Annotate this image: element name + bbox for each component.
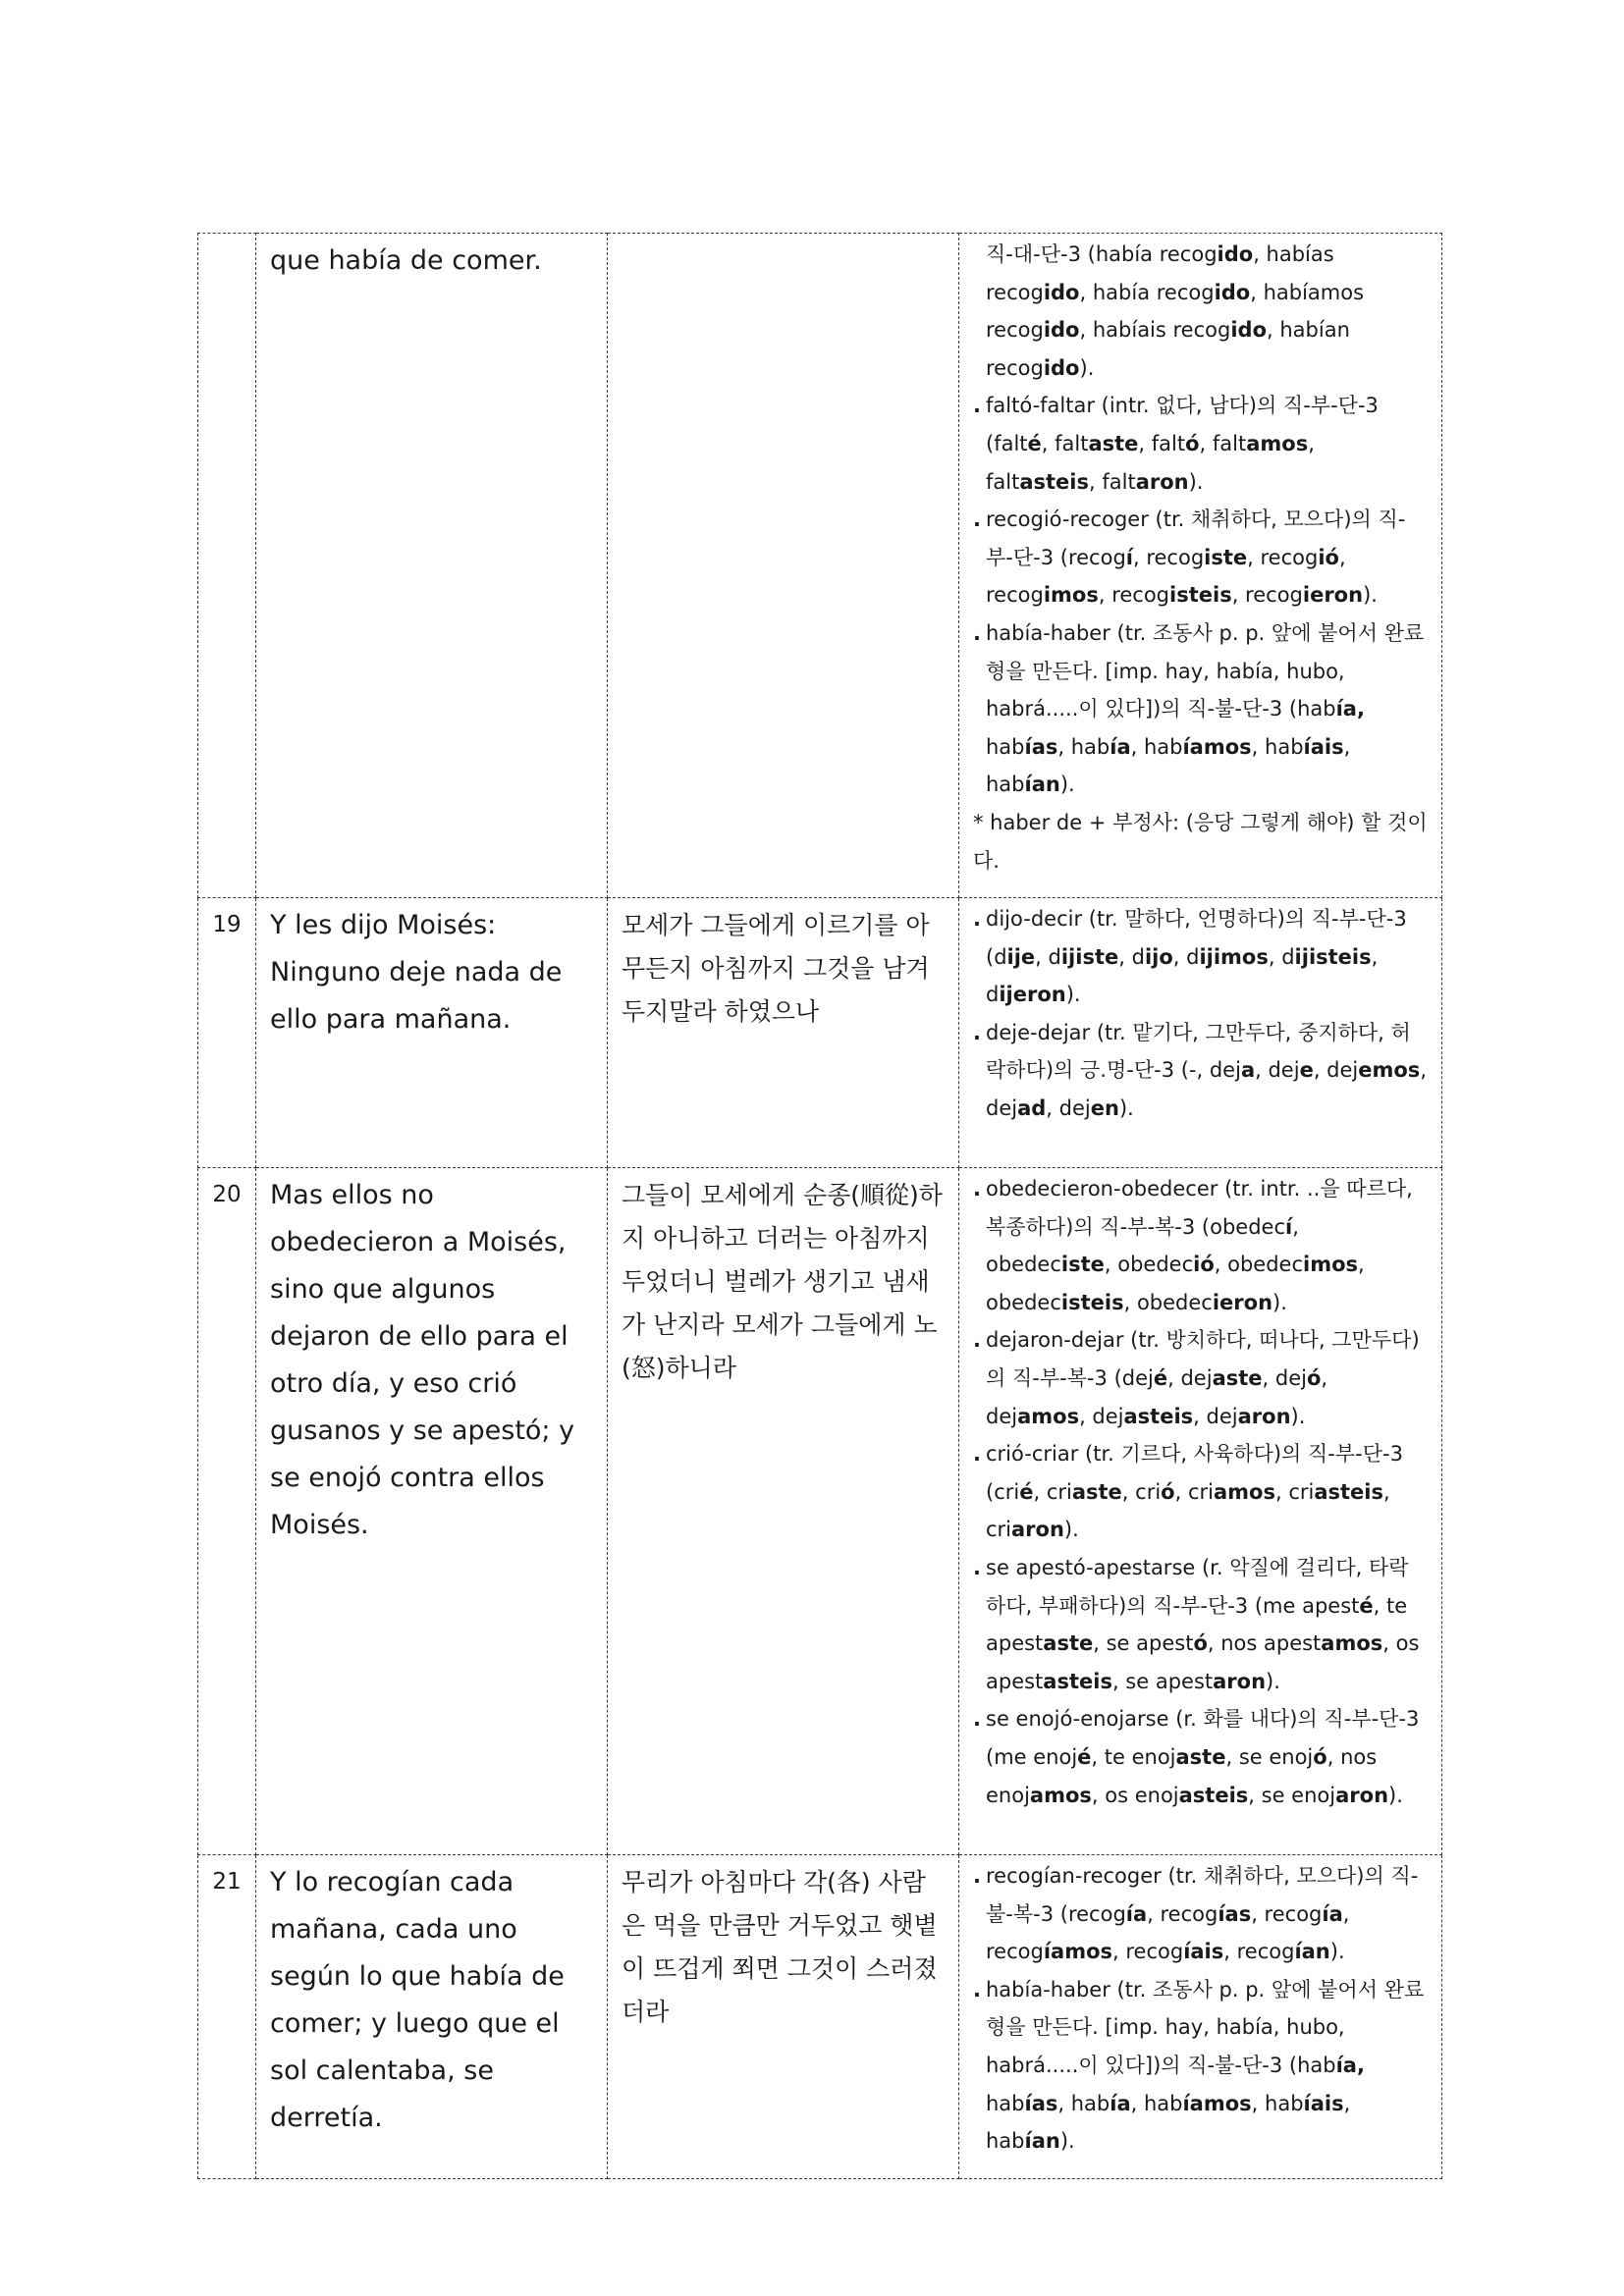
note-text: , dej <box>986 1058 1427 1121</box>
conjugation-ending: aste <box>1043 1631 1094 1656</box>
conjugation-ending: isteis <box>1060 1290 1124 1314</box>
conjugation-ending: ieron <box>1302 583 1364 608</box>
table-row <box>198 1168 1442 1855</box>
note-text: recogían-recoger (tr. 채취하다, 모으다)의 직-불-복-3 (recog <box>986 1864 1419 1926</box>
note-text: , dej <box>1262 1366 1307 1391</box>
note-text: , hab <box>1251 2091 1304 2115</box>
grammar-notes <box>959 1855 1442 2179</box>
note-text: , habíais recog <box>1079 318 1231 343</box>
note-text: , cri <box>1274 1479 1315 1504</box>
conjugation-ending: ó <box>1306 1366 1322 1391</box>
conjugation-ending: iste <box>1204 545 1248 569</box>
grammar-note <box>973 614 1428 804</box>
conjugation-ending: asteis <box>1043 1669 1112 1693</box>
conjugation-ending: í <box>1125 545 1133 569</box>
note-text: se enojó-enojarse (r. 화를 내다)의 직-부-단-3 (me enoj <box>986 1707 1420 1769</box>
conjugation-ending: í <box>1285 1214 1293 1239</box>
korean-text: 무리가 아침마다 각(各) 사람은 먹을 만큼만 거두었고 햇볕이 뜨겁게 쬐면 그것이 스러졌더라 <box>608 1855 959 2179</box>
conjugation-ending: ad <box>1017 1096 1047 1121</box>
conjugation-ending: ijisteis <box>1294 944 1372 969</box>
note-text: , hab <box>1130 734 1183 759</box>
conjugation-ending: ías <box>1218 1901 1252 1926</box>
conjugation-ending: aste <box>1071 1479 1122 1504</box>
note-text: , recog <box>986 1901 1350 1964</box>
note-text: , dej <box>1193 1404 1238 1428</box>
note-text: , dej <box>1255 1058 1300 1083</box>
note-text: , recog <box>1231 583 1303 608</box>
note-text: , había recog <box>1079 280 1215 304</box>
conjugation-ending: ó <box>1313 1745 1327 1769</box>
grammar-note <box>973 804 1428 880</box>
note-text: recogió-recoger (tr. 채취하다, 모으다)의 직-부-단-3 (recog <box>986 507 1406 569</box>
conjugation-ending: a <box>1240 1058 1256 1083</box>
grammar-note <box>973 1321 1428 1435</box>
conjugation-ending: é <box>1153 1366 1168 1391</box>
note-text: , obedec <box>1104 1253 1194 1277</box>
note-text: , cri <box>1174 1479 1214 1504</box>
conjugation-ending: imos <box>1303 1253 1359 1277</box>
conjugation-ending: ido <box>1043 355 1080 380</box>
conjugation-ending: ían <box>1294 1940 1330 1964</box>
note-text: , falt <box>1138 431 1186 455</box>
conjugation-ending: amos <box>1321 1631 1383 1656</box>
note-text: ). <box>1079 355 1095 380</box>
conjugation-ending: ijiste <box>1060 944 1119 969</box>
note-text: , se enoj <box>1225 1745 1314 1769</box>
note-text: ). <box>1063 1518 1079 1542</box>
conjugation-ending: ijimos <box>1199 944 1269 969</box>
note-text: ). <box>1266 1669 1280 1693</box>
spanish-text: Mas ellos no obedecieron a Moisés, sino que algunos dejaron de ello para el otro día, y eso crió gusanos y se apestó; y se enojó contra ellos Moisés. <box>256 1168 608 1855</box>
spanish-text: Y lo recogían cada mañana, cada uno según lo que había de comer; y luego que el sol calentaba, se derretía. <box>256 1855 608 2179</box>
note-text: 직-대-단-3 (había recog <box>986 242 1218 266</box>
conjugation-ending: ieron <box>1212 1290 1273 1314</box>
conjugation-ending: ió <box>1193 1253 1215 1277</box>
conjugation-ending: e <box>1299 1058 1314 1083</box>
note-text: , recog <box>986 545 1346 608</box>
note-text: , recog <box>1132 545 1205 569</box>
verse-table <box>197 233 1442 2179</box>
grammar-note <box>973 1014 1428 1128</box>
conjugation-ending: é <box>1027 431 1042 455</box>
note-text: había-haber (tr. 조동사 p. p. 앞에 붙어서 완료형을 만든다. [imp. hay, había, hubo, habrá.....이 있다])의 직-불-단-3 (hab <box>986 1977 1425 2078</box>
note-text: ). <box>1188 469 1204 494</box>
note-text: ). <box>1290 1404 1306 1428</box>
grammar-notes <box>959 898 1442 1168</box>
conjugation-ending: asteis <box>1019 469 1089 494</box>
note-text: , recog <box>1112 1940 1184 1964</box>
note-text: , te enoj <box>1091 1745 1176 1769</box>
grammar-note <box>973 1549 1428 1700</box>
note-text: faltó-faltar (intr. 없다, 남다)의 직-부-단-3 (falt <box>986 394 1379 455</box>
grammar-note <box>973 1170 1428 1321</box>
conjugation-ending: ido <box>1230 318 1268 343</box>
note-text: , falt <box>1199 431 1247 455</box>
conjugation-ending: ía <box>1110 734 1131 759</box>
note-text: , nos apest <box>1207 1631 1322 1656</box>
conjugation-ending: íais <box>1303 2091 1344 2115</box>
note-text: , dej <box>986 1366 1328 1428</box>
verse-number <box>198 234 256 898</box>
conjugation-ending: amos <box>1246 431 1309 455</box>
note-text: , d <box>1172 944 1200 969</box>
conjugation-ending: é <box>1077 1745 1092 1769</box>
conjugation-ending: ía, <box>1335 697 1365 721</box>
conjugation-ending: amos <box>1213 1479 1275 1504</box>
note-text: , cri <box>1033 1479 1072 1504</box>
grammar-note <box>973 387 1428 501</box>
note-text: , dej <box>1046 1096 1091 1121</box>
note-text: , habían recog <box>986 318 1350 380</box>
note-text: ). <box>1388 1783 1403 1807</box>
note-text: , te apest <box>986 1593 1408 1656</box>
note-text: ). <box>1059 773 1075 797</box>
table-body <box>198 234 1442 2179</box>
note-text: , se apest <box>1111 1669 1214 1693</box>
note-text: , obedec <box>986 1253 1365 1314</box>
note-text: , hab <box>1130 2091 1183 2115</box>
grammar-notes <box>959 234 1442 898</box>
conjugation-ending: íamos <box>1182 2091 1252 2115</box>
note-text: , obedec <box>1123 1290 1213 1314</box>
conjugation-ending: aste <box>1212 1366 1263 1391</box>
korean-text <box>608 234 959 898</box>
table-row <box>198 1855 1442 2179</box>
note-text: , d <box>986 944 1379 1007</box>
note-text: hab <box>986 2091 1025 2115</box>
note-text: , d <box>1035 944 1061 969</box>
conjugation-ending: ido <box>1043 280 1080 304</box>
note-text: , falt <box>1089 469 1136 494</box>
conjugation-ending: asteis <box>1178 1783 1249 1807</box>
conjugation-ending: ías <box>1024 734 1058 759</box>
conjugation-ending: ó <box>1193 1631 1208 1656</box>
note-text: , hab <box>1057 2091 1110 2115</box>
note-text: , d <box>1268 944 1295 969</box>
note-text: , nos enoj <box>986 1745 1378 1807</box>
conjugation-ending: ido <box>1217 242 1254 266</box>
verse-number: 20 <box>198 1168 256 1855</box>
table-row <box>198 234 1442 898</box>
note-text: crió-criar (tr. 기르다, 사육하다)의 직-부-단-3 (cri <box>986 1442 1403 1504</box>
conjugation-ending: en <box>1090 1096 1119 1121</box>
spanish-text: que había de comer. <box>256 234 608 898</box>
conjugation-ending: aron <box>1011 1518 1064 1542</box>
note-text: ). <box>1272 1290 1287 1314</box>
note-text: dijo-decir (tr. 말하다, 언명하다)의 직-부-단-3 (d <box>986 907 1407 969</box>
note-text: , os apest <box>986 1631 1420 1693</box>
note-text: , falt <box>1041 431 1089 455</box>
conjugation-ending: imos <box>1043 583 1099 608</box>
note-text: , falt <box>986 431 1315 494</box>
note-text: , d <box>1118 944 1145 969</box>
grammar-note <box>973 1700 1428 1814</box>
note-text: , habías recog <box>986 242 1334 304</box>
grammar-note <box>973 501 1428 614</box>
note-text: , hab <box>1057 734 1110 759</box>
note-text: , recog <box>1247 545 1319 569</box>
note-text: había-haber (tr. 조동사 p. p. 앞에 붙어서 완료형을 만든다. [imp. hay, había, hubo, habrá.....이 있다])의 직-불-단-3 (hab <box>986 620 1425 721</box>
conjugation-ending: ía <box>1322 1901 1343 1926</box>
conjugation-ending: ía, <box>1335 2054 1365 2078</box>
conjugation-ending: asteis <box>1123 1404 1194 1428</box>
note-text: deje-dejar (tr. 맡기다, 그만두다, 중지하다, 허락하다)의 긍.명-단-3 (-, dej <box>986 1020 1411 1083</box>
grammar-note <box>973 900 1428 1014</box>
note-text: , recog <box>1147 1901 1218 1926</box>
conjugation-ending: isteis <box>1169 583 1232 608</box>
note-text: ). <box>1118 1096 1134 1121</box>
note-text: , obedec <box>986 1214 1299 1277</box>
note-text: , dej <box>1079 1404 1124 1428</box>
verse-number: 19 <box>198 898 256 1168</box>
conjugation-ending: ido <box>1214 280 1251 304</box>
conjugation-ending: iste <box>1060 1253 1105 1277</box>
conjugation-ending: amos <box>1017 1404 1080 1428</box>
note-text: , cri <box>1121 1479 1162 1504</box>
conjugation-ending: aron <box>1213 1669 1267 1693</box>
conjugation-ending: ijo <box>1144 944 1173 969</box>
grammar-note <box>973 1857 1428 1971</box>
conjugation-ending: ía <box>1110 2091 1131 2115</box>
conjugation-ending: íamos <box>1182 734 1252 759</box>
note-text: ). <box>1329 1940 1345 1964</box>
conjugation-ending: aron <box>1135 469 1189 494</box>
note-text: , os enoj <box>1091 1783 1179 1807</box>
grammar-note <box>973 236 1428 387</box>
note-text: , se enoj <box>1248 1783 1336 1807</box>
table-row <box>198 898 1442 1168</box>
note-text: , dej <box>1167 1366 1213 1391</box>
conjugation-ending: ías <box>1024 2091 1058 2115</box>
conjugation-ending: íais <box>1183 1940 1224 1964</box>
verse-number: 21 <box>198 1855 256 2179</box>
note-text: , habíamos recog <box>986 280 1365 343</box>
grammar-notes <box>959 1168 1442 1855</box>
conjugation-ending: ió <box>1318 545 1339 569</box>
conjugation-ending: é <box>1359 1593 1374 1618</box>
conjugation-ending: amos <box>1029 1783 1092 1807</box>
note-text: se apestó-apestarse (r. 악질에 걸리다, 타락하다, 부패하다)의 직-부-단-3 (me apest <box>986 1556 1409 1618</box>
note-text: , cri <box>986 1479 1390 1542</box>
conjugation-ending: ían <box>1024 773 1060 797</box>
korean-text: 모세가 그들에게 이르기를 아무든지 아침까지 그것을 남겨 두지말라 하였으나 <box>608 898 959 1168</box>
conjugation-ending: asteis <box>1314 1479 1383 1504</box>
note-text: , obedec <box>1214 1253 1304 1277</box>
note-text: , hab <box>986 2091 1351 2154</box>
note-text: ). <box>1363 583 1378 608</box>
conjugation-ending: é <box>1019 1479 1034 1504</box>
note-text: obedecieron-obedecer (tr. intr. ..을 따르다, 복종하다)의 직-부-복-3 (obedec <box>986 1177 1413 1239</box>
conjugation-ending: ido <box>1043 318 1080 343</box>
conjugation-ending: ía <box>1125 1901 1148 1926</box>
grammar-note <box>973 1971 1428 2161</box>
conjugation-ending: aron <box>1335 1783 1389 1807</box>
note-text: hab <box>986 734 1025 759</box>
conjugation-ending: aste <box>1175 1745 1226 1769</box>
note-text: , hab <box>1251 734 1304 759</box>
conjugation-ending: ó <box>1161 1479 1175 1504</box>
conjugation-ending: emos <box>1358 1058 1421 1083</box>
note-text: , dej <box>1313 1058 1359 1083</box>
conjugation-ending: íamos <box>1043 1940 1113 1964</box>
conjugation-ending: ijeron <box>999 983 1066 1007</box>
conjugation-ending: ó <box>1185 431 1200 455</box>
conjugation-ending: ían <box>1024 2129 1060 2154</box>
conjugation-ending: íais <box>1303 734 1344 759</box>
spanish-text: Y les dijo Moisés: Ninguno deje nada de ello para mañana. <box>256 898 608 1168</box>
conjugation-ending: aste <box>1088 431 1139 455</box>
note-text: , recog <box>1098 583 1170 608</box>
grammar-note <box>973 1435 1428 1549</box>
note-text: ). <box>1059 2129 1075 2154</box>
korean-text: 그들이 모세에게 순종(順從)하지 아니하고 더러는 아침까지 두었더니 벌레가 생기고 냄새가 난지라 모세가 그들에게 노(怒)하니라 <box>608 1168 959 1855</box>
note-text: ). <box>1065 983 1081 1007</box>
conjugation-ending: ije <box>1006 944 1036 969</box>
note-text: dejaron-dejar (tr. 방치하다, 떠나다, 그만두다)의 직-부-복-3 (dej <box>986 1328 1420 1391</box>
note-text: , recog <box>1251 1901 1323 1926</box>
note-text: , se apest <box>1093 1631 1194 1656</box>
note-text: * haber de + 부정사: (응당 그렇게 해야) 할 것이다. <box>973 810 1428 873</box>
note-text: , hab <box>986 734 1351 797</box>
conjugation-ending: aron <box>1237 1404 1291 1428</box>
note-text: , recog <box>1223 1940 1295 1964</box>
